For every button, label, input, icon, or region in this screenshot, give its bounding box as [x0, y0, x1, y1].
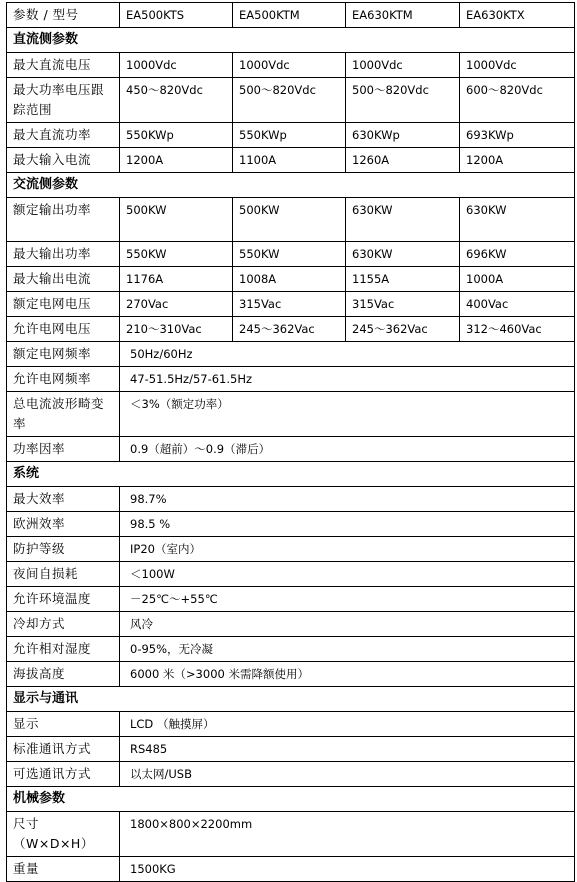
- row-label: 允许电网电压: [7, 317, 120, 342]
- row-value: 630KW: [346, 242, 460, 267]
- row-value: 550KW: [120, 242, 233, 267]
- row-value: 693KWp: [460, 123, 575, 148]
- row-value: 450～820Vdc: [120, 78, 233, 123]
- table-row: [7, 267, 575, 292]
- row-value: 630KW: [460, 198, 575, 242]
- row-value: 312～460Vac: [460, 317, 575, 342]
- section-row: [7, 173, 575, 198]
- row-value: 550KWp: [233, 123, 346, 148]
- table-row: [7, 292, 575, 317]
- row-label: 允许电网频率: [7, 367, 120, 392]
- row-label: 最大效率: [7, 487, 120, 512]
- table-row: [7, 342, 575, 367]
- row-value: 1000Vdc: [120, 53, 233, 78]
- row-label: 最大输出电流: [7, 267, 120, 292]
- row-value: 550KW: [233, 242, 346, 267]
- row-value: 400Vac: [460, 292, 575, 317]
- header-row: [7, 3, 575, 28]
- section-row: [7, 28, 575, 53]
- row-value: LCD （触摸屏）: [120, 712, 575, 737]
- table-row: [7, 712, 575, 737]
- table-row: [7, 53, 575, 78]
- row-value: 500～820Vdc: [346, 78, 460, 123]
- section-row: [7, 687, 575, 712]
- section-row: [7, 787, 575, 812]
- row-label: 冷却方式: [7, 612, 120, 637]
- table-row: [7, 662, 575, 687]
- row-value: RS485: [120, 737, 575, 762]
- table-row: [7, 123, 575, 148]
- row-value: 6000 米（>3000 米需降额使用）: [120, 662, 575, 687]
- model-ea630ktx: EA630KTX: [460, 3, 575, 28]
- row-label: 重量: [7, 857, 120, 882]
- row-label: 显示: [7, 712, 120, 737]
- row-label: 最大输出功率: [7, 242, 120, 267]
- row-value: 630KWp: [346, 123, 460, 148]
- row-value: 1100A: [233, 148, 346, 173]
- table-row: [7, 612, 575, 637]
- section-title: 直流侧参数: [7, 28, 575, 53]
- row-value: 270Vac: [120, 292, 233, 317]
- row-label: 防护等级: [7, 537, 120, 562]
- table-row: [7, 437, 575, 462]
- table-row: [7, 78, 575, 123]
- model-ea630ktm: EA630KTM: [346, 3, 460, 28]
- row-label: 最大输入电流: [7, 148, 120, 173]
- table-row: [7, 512, 575, 537]
- spec-table: [6, 2, 575, 882]
- row-value: －25℃～+55℃: [120, 587, 575, 612]
- row-value: ＜100W: [120, 562, 575, 587]
- model-ea500ktm: EA500KTM: [233, 3, 346, 28]
- row-value: 风冷: [120, 612, 575, 637]
- row-value: 245～362Vac: [233, 317, 346, 342]
- row-value: 1000Vdc: [346, 53, 460, 78]
- row-value: 315Vac: [346, 292, 460, 317]
- row-value: 1200A: [460, 148, 575, 173]
- row-value: 630KW: [346, 198, 460, 242]
- section-title: 机械参数: [7, 787, 575, 812]
- table-row: [7, 562, 575, 587]
- table-row: [7, 637, 575, 662]
- table-row: [7, 367, 575, 392]
- table-row: [7, 537, 575, 562]
- table-row: [7, 148, 575, 173]
- table-row: [7, 857, 575, 882]
- row-label: 可选通讯方式: [7, 762, 120, 787]
- table-row: [7, 737, 575, 762]
- table-row: [7, 587, 575, 612]
- table-row: [7, 812, 575, 857]
- row-label: 夜间自损耗: [7, 562, 120, 587]
- table-row: [7, 242, 575, 267]
- section-title: 显示与通讯: [7, 687, 575, 712]
- row-value: 245～362Vac: [346, 317, 460, 342]
- row-value: 550KWp: [120, 123, 233, 148]
- row-value: 500KW: [120, 198, 233, 242]
- table-row: [7, 762, 575, 787]
- row-label: 允许环境温度: [7, 587, 120, 612]
- row-label: 标准通讯方式: [7, 737, 120, 762]
- row-value: 0.9（超前）～0.9（滞后）: [120, 437, 575, 462]
- row-value: 1000Vdc: [233, 53, 346, 78]
- row-value: 315Vac: [233, 292, 346, 317]
- row-value: 1000A: [460, 267, 575, 292]
- row-value: 1260A: [346, 148, 460, 173]
- row-value: 1800×800×2200mm: [120, 812, 575, 857]
- row-value: 1008A: [233, 267, 346, 292]
- row-label: 功率因率: [7, 437, 120, 462]
- row-value: 以太网/USB: [120, 762, 575, 787]
- row-value: 1176A: [120, 267, 233, 292]
- model-ea500kts: EA500KTS: [120, 3, 233, 28]
- row-value: 1500KG: [120, 857, 575, 882]
- row-value: 210～310Vac: [120, 317, 233, 342]
- row-value: ＜3%（额定功率）: [120, 392, 575, 437]
- row-label: 海拔高度: [7, 662, 120, 687]
- table-row: [7, 392, 575, 437]
- section-title: 系统: [7, 462, 575, 487]
- row-value: 500KW: [233, 198, 346, 242]
- table-row: [7, 198, 575, 242]
- row-label: 总电流波形畸变率: [7, 392, 120, 437]
- row-value: 47-51.5Hz/57-61.5Hz: [120, 367, 575, 392]
- section-title: 交流侧参数: [7, 173, 575, 198]
- section-row: [7, 462, 575, 487]
- row-value: 1200A: [120, 148, 233, 173]
- row-label: 最大直流电压: [7, 53, 120, 78]
- row-value: 1000Vdc: [460, 53, 575, 78]
- row-value: 0-95%，无冷凝: [120, 637, 575, 662]
- row-label: 尺寸（W×D×H）: [7, 812, 120, 857]
- row-value: 600～820Vdc: [460, 78, 575, 123]
- table-row: [7, 487, 575, 512]
- row-value: 50Hz/60Hz: [120, 342, 575, 367]
- header-label: 参数 / 型号: [7, 3, 120, 28]
- row-label: 欧洲效率: [7, 512, 120, 537]
- row-value: 98.5 %: [120, 512, 575, 537]
- row-label: 最大功率电压跟踪范围: [7, 78, 120, 123]
- row-label: 最大直流功率: [7, 123, 120, 148]
- row-label: 额定电网频率: [7, 342, 120, 367]
- table-row: [7, 317, 575, 342]
- row-label: 额定电网电压: [7, 292, 120, 317]
- row-value: 696KW: [460, 242, 575, 267]
- row-value: 98.7%: [120, 487, 575, 512]
- row-value: IP20（室内）: [120, 537, 575, 562]
- row-label: 额定输出功率: [7, 198, 120, 242]
- row-label: 允许相对湿度: [7, 637, 120, 662]
- row-value: 1155A: [346, 267, 460, 292]
- row-value: 500～820Vdc: [233, 78, 346, 123]
